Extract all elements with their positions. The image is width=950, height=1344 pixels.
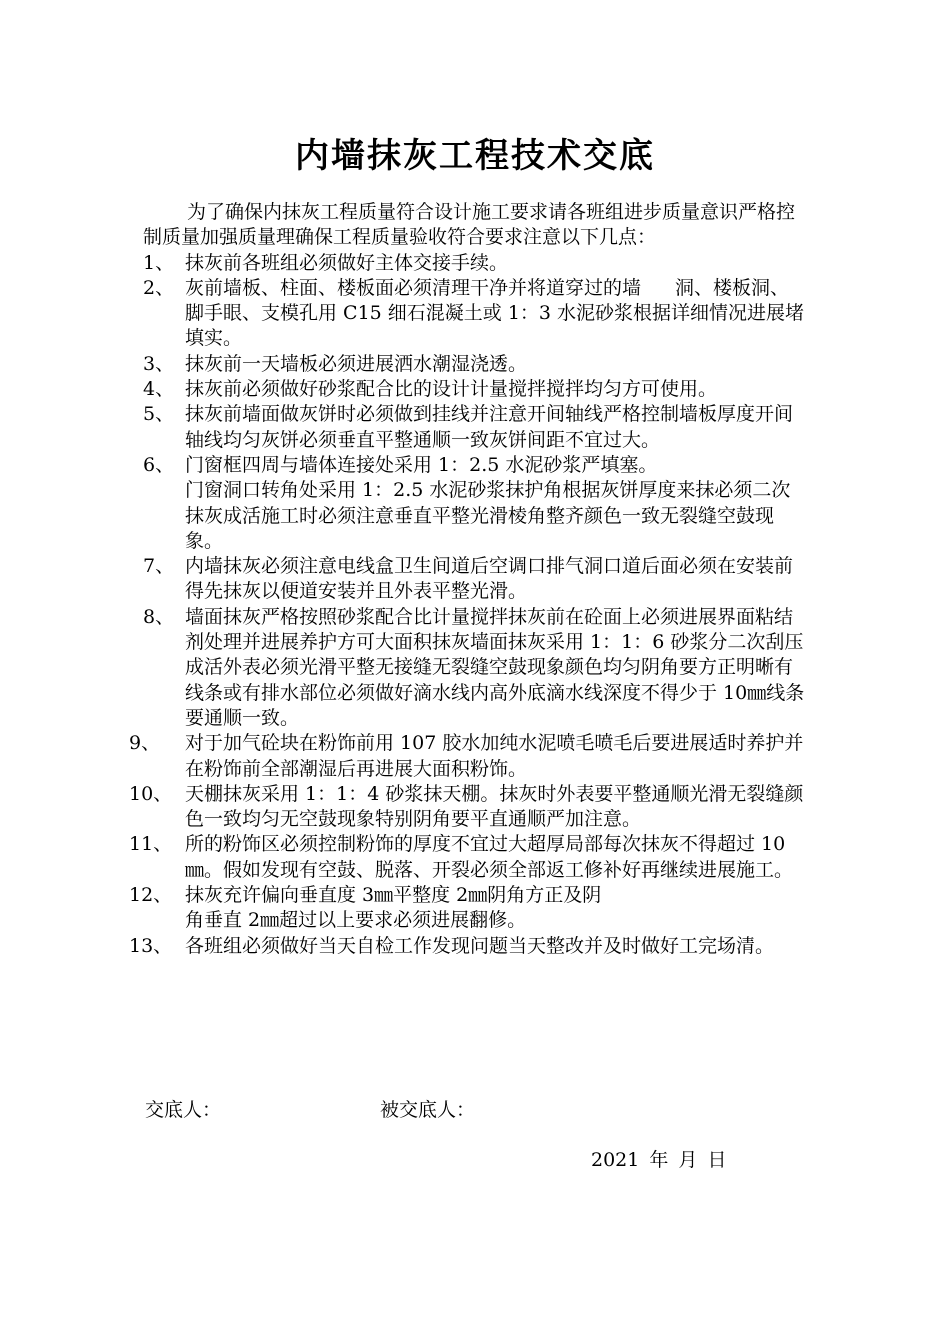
list-item: [129, 832, 808, 883]
item-text: 抹灰充许偏向垂直度 3㎜平整度 2㎜阴角方正及阴: [185, 884, 602, 907]
item-text: 抹灰前墙面做灰饼时必须做到挂线并注意开间轴线严格控制墙板厚度开间轴线均匀灰饼必须垂直平整通顺一致灰饼间距不宜过大。: [185, 403, 794, 451]
item-text: 门窗框四周与墙体连接处采用 1：2.5 水泥砂浆严填塞。: [185, 453, 658, 476]
signature-date: 2021 年 月 日: [591, 1149, 727, 1171]
list-item: [129, 731, 808, 782]
item-text: 抹灰前各班组必须做好主体交接手续。: [185, 251, 509, 274]
item-number: 7、: [143, 555, 175, 578]
list-item: [143, 605, 808, 731]
item-subparagraph: 门窗洞口转角处采用 1：2.5 水泥砂浆抹护角根据灰饼厚度来抹必须二次抹灰成活施工时必须注意垂直平整光滑棱角整齐颜色一致无裂缝空鼓现象。: [185, 479, 791, 552]
list-item: [143, 377, 808, 402]
item-number: 12、: [129, 884, 173, 907]
item-number: 11、: [129, 833, 173, 856]
list-item: [143, 402, 808, 453]
document-body: [129, 200, 808, 959]
item-number: 4、: [143, 378, 175, 401]
list-item: [129, 782, 808, 833]
item-text-continued: 角垂直 2㎜超过以上要求必须进展翻修。: [185, 909, 527, 932]
item-number: 9、: [129, 732, 161, 755]
document-title: 内墙抹灰工程技术交底: [295, 136, 655, 176]
item-text: 对于加气砼块在粉饰前用 107 胶水加纯水泥喷毛喷毛后要进展适时养护并在粉饰前全部潮湿后再进展大面积粉饰。: [185, 732, 804, 780]
item-text: 灰前墙板、柱面、楼板面必须清理干净并将道穿过的墙: [185, 276, 642, 299]
item-text-continued: 洞、楼板洞、脚手眼、支模孔用 C15 细石混凝土或 1：3 水泥砂浆根据详细情况进展堵填实。: [185, 276, 805, 350]
item-text: 所的粉饰区必须控制粉饰的厚度不宜过大超厚局部每次抹灰不得超过 10㎜。假如发现有空鼓、脱落、开裂必须全部返工修补好再继续进展施工。: [185, 833, 794, 881]
item-number: 3、: [143, 352, 175, 375]
item-text: 抹灰前一天墙板必须进展洒水潮湿浇透。: [185, 352, 528, 375]
list-item: [143, 453, 808, 554]
list-item: [143, 251, 808, 276]
item-text: 天棚抹灰采用 1：1：4 砂浆抹天棚。抹灰时外表要平整通顺光滑无裂缝颜色一致均匀无空鼓现象特别阴角要平直通顺严加注意。: [185, 782, 804, 831]
item-text: 抹灰前必须做好砂浆配合比的设计计量搅拌搅拌均匀方可使用。: [185, 378, 718, 401]
intro-paragraph: 为了确保内抹灰工程质量符合设计施工要求请各班组进步质量意识严格控制质量加强质量理确保工程质量验收符合要求注意以下几点：: [143, 201, 796, 249]
item-number: 2、: [143, 276, 175, 299]
recipient-person-label: 被交底人：: [380, 1099, 476, 1121]
list-item: [129, 883, 808, 934]
item-number: 13、: [129, 934, 173, 957]
item-text: 各班组必须做好当天自检工作发现问题当天整改并及时做好工完场清。: [185, 934, 775, 957]
list-item: [143, 276, 808, 352]
item-number: 5、: [143, 403, 175, 426]
list-item: [129, 934, 808, 959]
item-text: 墙面抹灰严格按照砂浆配合比计量搅拌抹灰前在砼面上必须进展界面粘结剂处理并进展养护方可大面积抹灰墙面抹灰采用 1：1：6 砂浆分二次刮压成活外表必须光滑平整无接缝无裂缝空鼓现象颜色均匀阴角要方正明晰有线条或有排水部位必须做好滴水线内高外底滴水线深度不得少于 10㎜线条要通顺一致。: [185, 605, 805, 729]
item-text: 内墙抹灰必须注意电线盒卫生间道后空调口排气洞口道后面必须在安装前得先抹灰以便道安装并且外表平整光滑。: [185, 555, 794, 603]
item-number: 10、: [129, 782, 173, 805]
list-item: [143, 554, 808, 605]
item-number: 8、: [143, 605, 175, 628]
item-number: 6、: [143, 453, 175, 476]
handover-person-label: 交底人：: [145, 1099, 222, 1121]
list-item: [143, 352, 808, 377]
item-number: 1、: [143, 251, 175, 274]
